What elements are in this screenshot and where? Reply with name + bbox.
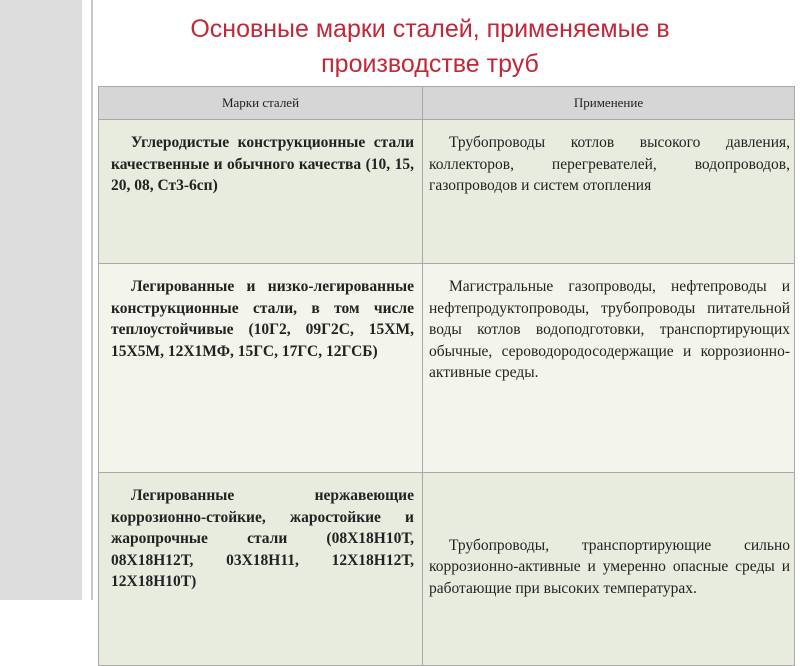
table-header-row xyxy=(99,87,795,120)
header-steel-grades: Марки сталей xyxy=(99,87,423,120)
steel-grade-cell: Легированные и низко-легированные конструкционные стали, в том числе теплоустойчивые (10Г2, 09Г2С, 15ХМ, 15Х5М, 12Х1МФ, 15ГС, 17ГС, 12ГСБ) xyxy=(99,264,423,473)
steel-grade-cell: Углеродистые конструкционные стали качественные и обычного качества (10, 15, 20, 08, Ст3-6сп) xyxy=(99,120,423,264)
header-application: Применение xyxy=(423,87,795,120)
slide-title-line1: Основные марки сталей, применяемые в xyxy=(190,15,670,43)
table-row xyxy=(99,473,795,666)
slide-title xyxy=(140,12,720,82)
application-cell: Трубопроводы котлов высокого давления, коллекторов, перегревателей, водопроводов, газопроводов и систем отопления xyxy=(423,120,795,264)
application-cell: Трубопроводы, транспортирующие сильно коррозионно-активные и умеренно опасные среды и работающие при высоких температурах. xyxy=(423,473,795,666)
left-decor-bar xyxy=(0,0,82,600)
steel-grade-cell: Легированные нержавеющие коррозионно-стойкие, жаростойкие и жаропрочные стали (08Х18Н10Т, 08Х18Н12Т, 03Х18Н11, 12Х18Н12Т, 12Х18Н10Т) xyxy=(99,473,423,666)
table-row xyxy=(99,120,795,264)
table-row xyxy=(99,264,795,473)
application-cell: Магистральные газопроводы, нефтепроводы и нефтепродуктопроводы, трубопроводы питательной воды котлов водоподготовки, транспортирующих обычные, сероводородосодержащие и коррозионно-активные среды. xyxy=(423,264,795,473)
left-decor-line xyxy=(91,0,93,600)
steel-grades-table xyxy=(98,86,795,666)
slide-title-line2: производстве труб xyxy=(321,50,539,78)
